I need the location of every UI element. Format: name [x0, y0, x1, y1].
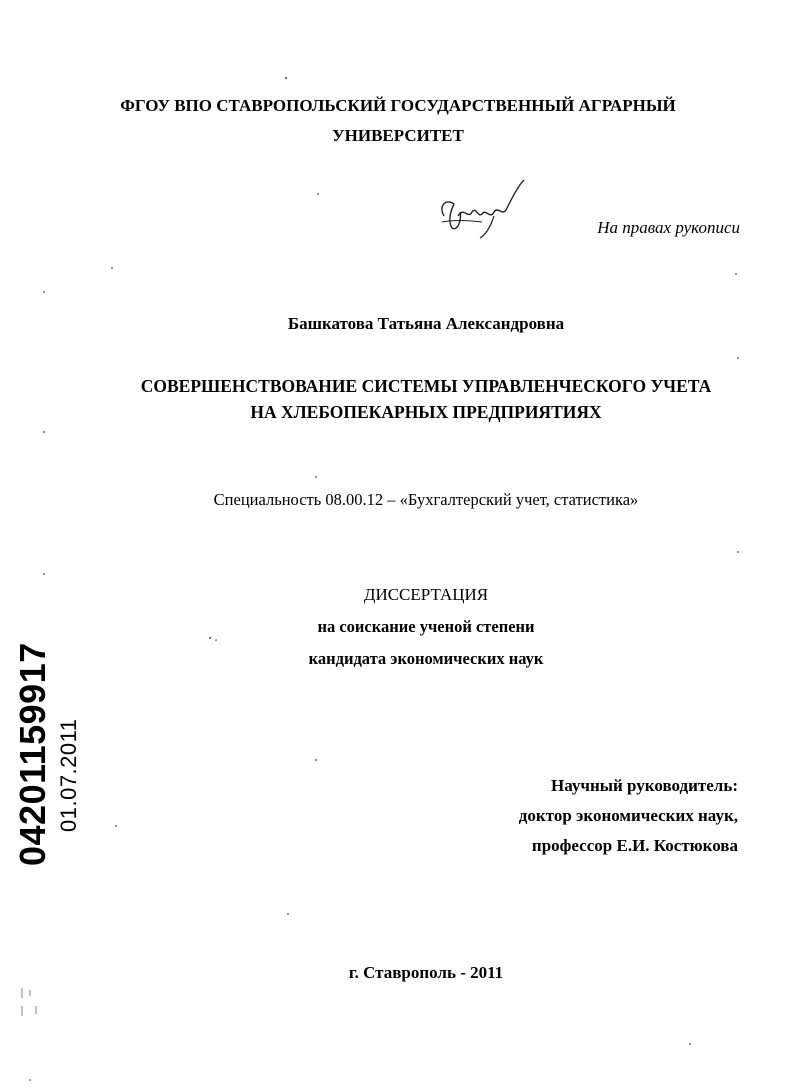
university-header-line2: УНИВЕРСИТЕТ — [332, 126, 464, 145]
signature-image — [432, 176, 532, 246]
supervisor-name: профессор Е.И. Костюкова — [531, 836, 738, 855]
city-year: г. Ставрополь - 2011 — [348, 963, 504, 982]
document-type: ДИССЕРТАЦИЯ — [363, 585, 489, 604]
dissertation-title-line2: НА ХЛЕБОПЕКАРНЫХ ПРЕДПРИЯТИЯХ — [250, 402, 602, 422]
library-stamp-date: 01.07.2011 — [56, 718, 81, 832]
university-header-line1: ФГОУ ВПО СТАВРОПОЛЬСКИЙ ГОСУДАРСТВЕННЫЙ АГРАРНЫЙ — [120, 96, 676, 115]
supervisor-title: доктор экономических наук, — [518, 806, 738, 825]
supervisor-label: Научный руководитель: — [551, 776, 738, 795]
degree-line1: на соискание ученой степени — [317, 617, 535, 636]
manuscript-note: На правах рукописи — [597, 218, 740, 237]
degree-line2: кандидата экономических наук — [308, 649, 544, 668]
author-name: Башкатова Татьяна Александровна — [287, 314, 565, 333]
dissertation-title-line1: СОВЕРШЕНСТВОВАНИЕ СИСТЕМЫ УПРАВЛЕНЧЕСКОГО УЧЕТА — [140, 376, 712, 396]
specialty: Специальность 08.00.12 – «Бухгалтерский учет, статистика» — [213, 490, 639, 509]
library-stamp-number: 04201159917 — [12, 642, 53, 866]
